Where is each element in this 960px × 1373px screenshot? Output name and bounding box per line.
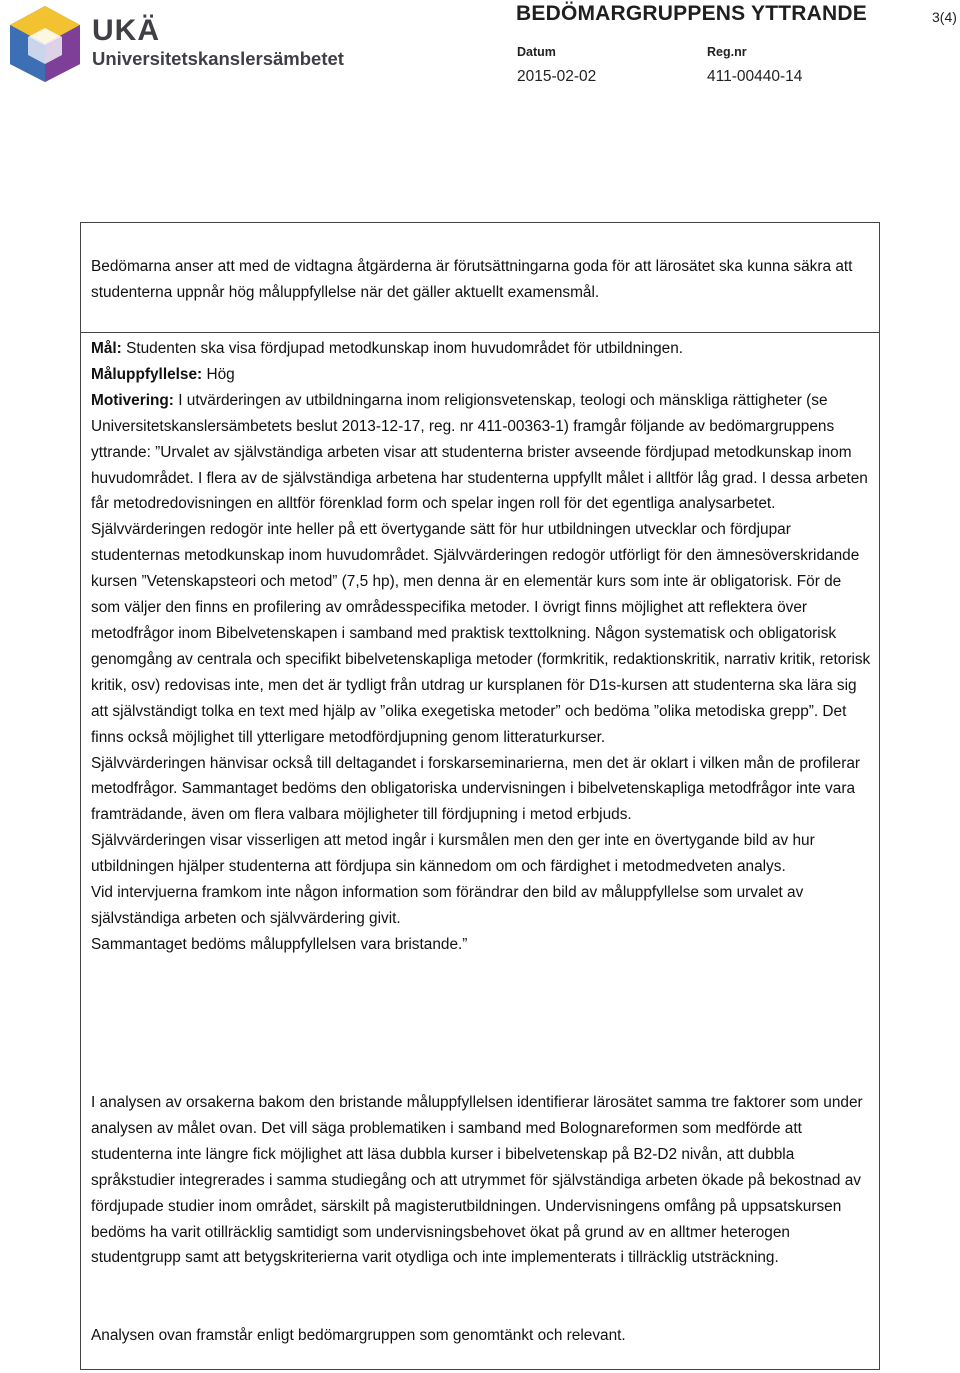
motivation-paragraph: Vid intervjuerna framkom inte någon information som förändrar den bild av måluppfyllelse som urvalet av självständiga arbeten och självvärdering givit. (91, 884, 804, 927)
reg-number-label: Reg.nr (707, 45, 747, 59)
motivation-paragraph: Självvärderingen visar visserligen att metod ingår i kursmålen men den ger inte en övertygande bild av hur utbildningen hjälper studenterna att fördjupa sin kännedom om och färdighet i metodmedveten analys. (91, 832, 815, 876)
assessment-frame (80, 222, 880, 1370)
motivation-paragraph: Självvärderingen hänvisar också till deltagandet i forskarseminarierna, men det är oklart i vilken mån de profilerar metodfrågor. Sammantaget bedöms den obligatoriska undervisningen i bibelvetenskapliga metodfrågor inte vara framträdande, även om flera valbara möjligheter till fördjupning i metod erbjuds. (91, 754, 861, 824)
motivation-label: Motivering: (91, 391, 174, 409)
org-short-name: UKÄ (92, 14, 160, 47)
goal-section (91, 336, 873, 958)
intro-paragraph (91, 254, 873, 306)
conclusion-paragraph (91, 1323, 873, 1349)
page-number: 3(4) (932, 9, 957, 25)
ukae-hexagon-logo-icon (6, 4, 84, 84)
org-full-name: Universitetskanslersämbetet (92, 48, 344, 69)
ukae-logo (6, 4, 346, 84)
date-label: Datum (517, 45, 556, 59)
goal-label: Mål: (91, 340, 122, 357)
fulfilment-value: Hög (206, 365, 235, 383)
section-divider (81, 332, 879, 333)
analysis-paragraph (91, 1090, 873, 1271)
motivation-paragraph: Självvärderingen redogör inte heller på ett övertygande sätt för hur utbildningen utvecklar och fördjupar studenternas metodkunskap inom huvudområdet. Självvärderingen redogör utförligt för den ämnesöverskridande kursen ”Vetenskapsteori och metod” (7,5 hp), men denna är en elementär kurs som inte är obligatorisk. För de som väljer den finns en profilering av områdesspecifika metoder. I övrigt finns möjlighet att reflektera över metodfrågor inom Bibelvetenskapen i samband med praktisk texttolkning. Någon systematisk och obligatorisk genomgång av centrala och specifikt bibelvetenskapliga metoder (formkritik, redaktionskritik, narrativ kritik, retorisk kritik, osv) redovisas inte, men det är tydligt från utdrag ur kursplanen för D1s-kursen att studenterna ska lära sig att självständigt tolka en text med hjälp av ”olika exegetiska metoder” och bedöma ”olika metodiska grepp”. Det finns också möjlighet till ytterligare metodfördjupning genom litteraturkurser. (91, 521, 871, 746)
analysis-text: I analysen av orsakerna bakom den bristande måluppfyllelsen identifierar lärosätet samma tre faktorer som under analysen av målet ovan. Det vill säga problematiken i samband med Bolognareformen som medförde att studenterna inte längre fick möjlighet att läsa dubbla kurser i bibelvetenskap på B2-D2 nivån, att dubbla språkstudier integrerades i samma studiegång och att utrymmet för självständiga arbeten ökade på bekostnad av fördjupade studier inom området, särskilt på magisterutbildningen. Undervisningens omfång på uppsatskursen bedöms ha varit otillräcklig samtidigt som undervisningsbehovet ökat på grund av en alltmer heterogen studentgrupp samt att betygskriterierna varit otydliga och inte implementerats i tillräcklig utsträckning. (91, 1094, 863, 1267)
conclusion-text: Analysen ovan framstår enligt bedömargruppen som genomtänkt och relevant. (91, 1327, 626, 1344)
fulfilment-label: Måluppfyllelse: (91, 365, 203, 383)
intro-text: Bedömarna anser att med de vidtagna åtgärderna är förutsättningarna goda för att lärosätet ska kunna säkra att studenterna uppnår hög måluppfyllelse när det gäller aktuellt examensmål. (91, 258, 853, 301)
document-type-title: BEDÖMARGRUPPENS YTTRANDE (516, 2, 867, 25)
date-value: 2015-02-02 (517, 68, 597, 85)
reg-number-value: 411-00440-14 (707, 68, 803, 85)
motivation-paragraph: Sammantaget bedöms måluppfyllelsen vara bristande.” (91, 935, 468, 953)
motivation-text: I utvärderingen av utbildningarna inom religionsvetenskap, teologi och mänskliga rättigheter (se Universitetskanslersämbetets beslut 2013-12-17, reg. nr 411-00363-1) framgår följande av bedömargruppens yttrande: ”Urvalet av självständiga arbeten visar att studenterna brister avseende fördjupad metodkunskap inom huvudområdet. I flera av de självständiga arbetena har studenterna uppfyllt målet i alltför låg grad. I dessa arbeten får metodredovisningen en alltför förenklad form och spelar ingen roll för det egentliga analysarbetet. (91, 391, 868, 513)
goal-text: Studenten ska visa fördjupad metodkunskap inom huvudområdet för utbildningen. (126, 340, 684, 357)
